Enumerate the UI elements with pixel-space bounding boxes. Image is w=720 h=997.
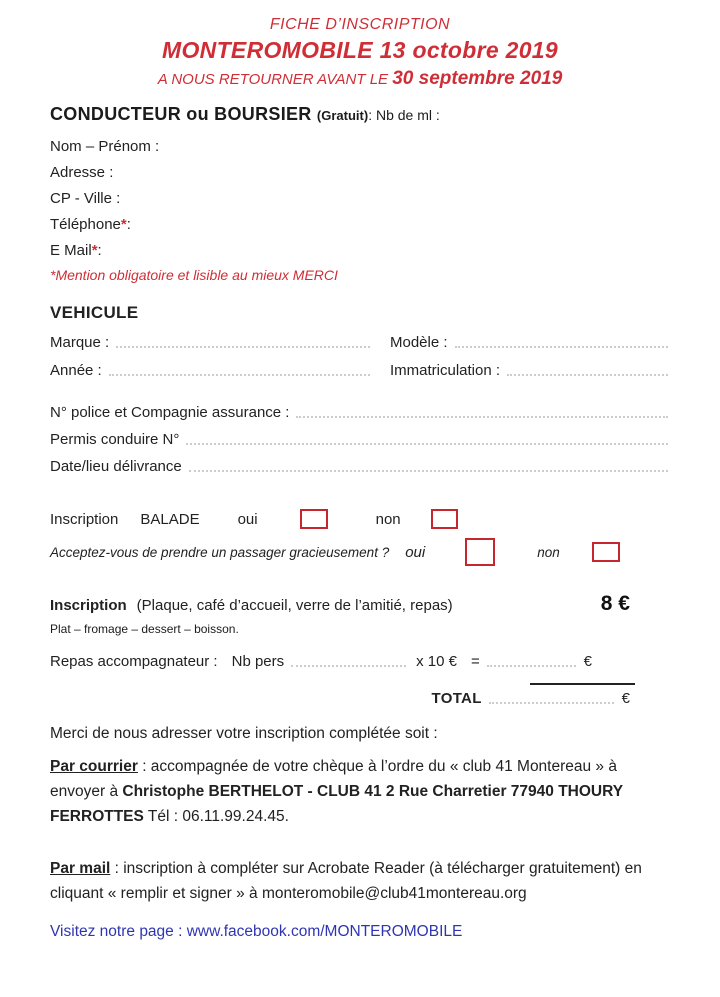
deadline-prefix: A NOUS RETOURNER AVANT LE (157, 71, 393, 88)
balade-label: BALADE (140, 510, 200, 528)
mail-text: : inscription à compléter sur Acrobate Reader (à télécharger gratuitement) en cliquant « remplir et signer » à (50, 860, 642, 902)
form-subtitle: FICHE D’INSCRIPTION (269, 16, 451, 33)
adresse-label: Adresse : (50, 164, 114, 181)
balade-oui-label: oui (237, 510, 258, 528)
marque-label: Marque : (50, 334, 110, 351)
field-delivrance (50, 457, 670, 475)
passenger-question: Acceptez-vous de prendre un passager gracieusement ? (50, 544, 390, 560)
form-header (50, 16, 670, 90)
field-permis (50, 430, 670, 448)
par-courrier-label: Par courrier (50, 758, 138, 775)
courrier-phone: Tél : 06.11.99.24.45. (143, 808, 289, 825)
permis-label: Permis conduire N° (50, 431, 180, 448)
field-marque (50, 333, 372, 351)
field-modele (390, 333, 670, 351)
checkbox-passenger-oui[interactable] (465, 538, 495, 566)
form-title: MONTEROMOBILE 13 octobre 2019 (162, 37, 558, 63)
balade-non-label: non (375, 510, 401, 528)
email-address[interactable]: monteromobile@club41montereau.org (261, 885, 527, 902)
immatriculation-label: Immatriculation : (390, 362, 501, 379)
modele-label: Modèle : (390, 334, 448, 351)
vehicule-row-2 (50, 361, 670, 379)
mandatory-note: *Mention obligatoire et lisible au mieux MERCI (50, 267, 338, 283)
field-telephone (50, 213, 670, 239)
marque-fill-line (116, 346, 370, 348)
delivrance-fill-line (189, 470, 668, 472)
passenger-oui-label: oui (405, 543, 426, 561)
par-mail-label: Par mail (50, 860, 111, 877)
field-cp-ville (50, 187, 670, 213)
email-paragraph (50, 856, 670, 906)
deadline-date: 30 septembre 2019 (392, 68, 563, 89)
companion-meal-row (50, 653, 670, 670)
cp-ville-label: CP - Ville : (50, 190, 121, 207)
balade-inscription-label: Inscription (50, 510, 119, 528)
meal-euro-sign: € (583, 653, 592, 670)
vehicule-row-1 (50, 333, 670, 351)
conducteur-gratuit: (Gratuit) (316, 108, 369, 123)
courrier-text: : accompagnée de votre chèque à l’ordre du « club 41 Montereau » à envoyer à (50, 758, 617, 800)
passenger-non-label: non (537, 544, 560, 560)
checkbox-balade-oui[interactable] (300, 509, 328, 529)
delivrance-label: Date/lieu délivrance (50, 458, 182, 475)
inscription-price: 8 € (600, 592, 630, 615)
total-fill-line (489, 702, 614, 704)
conducteur-title: CONDUCTEUR ou BOURSIER (50, 104, 317, 124)
section-vehicule-heading: VEHICULE (50, 303, 139, 322)
section-conducteur-heading (50, 104, 670, 125)
field-police-assurance (50, 403, 670, 421)
annee-fill-line (109, 374, 370, 376)
required-asterisk: * (91, 242, 98, 259)
passenger-question-row (50, 538, 670, 566)
equals-sign: = (471, 653, 480, 670)
telephone-colon: : (126, 216, 131, 233)
instructions-intro: Merci de nous adresser votre inscription complétée soit : (50, 725, 438, 742)
required-asterisk: * (120, 216, 127, 233)
checkbox-passenger-non[interactable] (592, 542, 620, 562)
email-colon: : (97, 242, 102, 259)
police-fill-line (296, 416, 668, 418)
telephone-label: Téléphone (50, 216, 121, 233)
insurance-fields (50, 403, 670, 475)
facebook-link[interactable]: www.facebook.com/MONTEROMOBILE (186, 923, 463, 940)
menu-description: Plat – fromage – dessert – boisson. (50, 622, 239, 636)
annee-label: Année : (50, 362, 102, 379)
nb-pers-fill-line (291, 665, 406, 667)
field-immatriculation (390, 361, 670, 379)
field-nom-prenom (50, 135, 670, 161)
nom-prenom-label: Nom – Prénom : (50, 138, 160, 155)
balade-registration-row (50, 509, 670, 529)
nb-pers-label: Nb pers (231, 653, 285, 670)
inscription-price-row (50, 592, 670, 616)
checkbox-balade-non[interactable] (431, 509, 458, 529)
total-euro-sign: € (621, 690, 630, 707)
visit-prefix: Visitez notre page : (50, 923, 187, 940)
immatriculation-fill-line (507, 374, 668, 376)
meal-total-fill-line (487, 665, 576, 667)
repas-label: Repas accompagnateur : (50, 653, 218, 670)
permis-fill-line (186, 443, 668, 445)
vehicule-fields (50, 333, 670, 379)
total-row (50, 690, 630, 707)
email-label: E Mail (50, 242, 92, 259)
unit-price-label: x 10 € (416, 653, 458, 670)
field-adresse (50, 161, 670, 187)
mail-courrier-paragraph (50, 754, 670, 829)
inscription-label: Inscription (50, 597, 127, 614)
modele-fill-line (455, 346, 668, 348)
facebook-line (50, 923, 670, 941)
field-annee (50, 361, 372, 379)
field-email (50, 239, 670, 265)
return-deadline (50, 68, 670, 90)
sum-rule-line (530, 683, 635, 685)
inscription-detail: (Plaque, café d’accueil, verre de l’amitié, repas) (136, 597, 453, 614)
conducteur-nb-ml-label: : Nb de ml : (368, 107, 440, 123)
total-label: TOTAL (431, 690, 482, 707)
conducteur-fields (50, 135, 670, 283)
courrier-address: Christophe BERTHELOT - CLUB 41 2 Rue Charretier 77940 THOURY FERROTTES (50, 783, 623, 825)
police-label: N° police et Compagnie assurance : (50, 404, 290, 421)
